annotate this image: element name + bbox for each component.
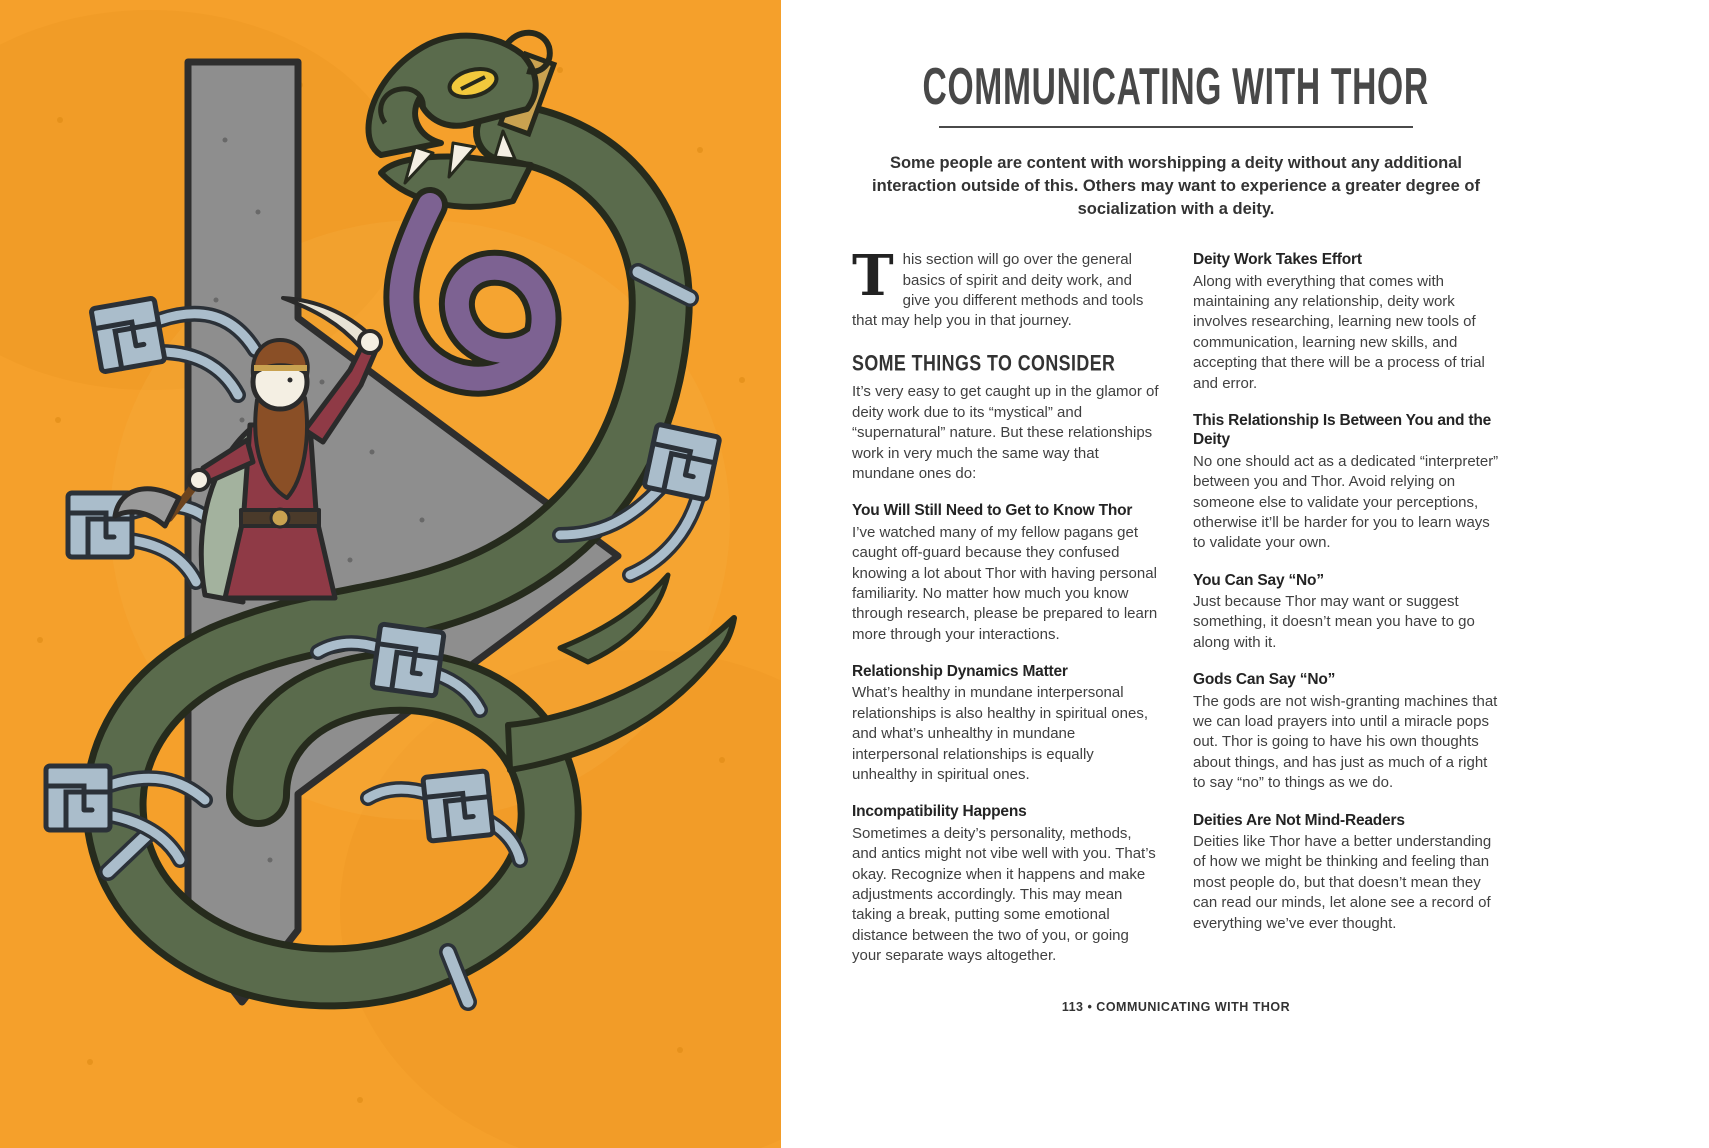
dropcap: T [852,243,894,310]
subsection-body: Sometimes a deity’s personality, methods, and antics might not vibe well with you. That’s okay. Recognize when it happens and make adjustments accordingly. This may mean taking a break, putting some emotional distance between the two of you, or going your separate ways altogether. [852,824,1156,965]
illustration-page [0,0,781,1148]
subsection-body: No one should act as a dedicated “interpreter” between you and Thor. Avoid relying on someone else to validate your perceptions, otherwise it’ll be harder for you to learn ways to validate your own. [1193,452,1499,552]
opening-text: his section will go over the general basics of spirit and deity work, and give you different methods and tools that may help you in that journey. [852,251,1144,330]
subsection-body: Just because Thor may want or suggest something, it doesn’t mean you have to go along with it. [1193,593,1475,651]
subsection [1193,811,1500,934]
subsection [1193,571,1500,654]
raised-hand [359,331,381,353]
opening-paragraph [852,243,1159,332]
page-title: COMMUNICATING WITH THOR [922,58,1430,117]
page-footer: 113 • COMMUNICATING WITH THOR [1061,1000,1291,1014]
subsection-body: Deities like Thor have a better understanding of how we might be thinking and feeling than most people do, but that doesn’t mean they can read our minds, let alone see a record of everything we’ve ever thought. [1193,832,1492,932]
axe-hand [189,470,209,490]
intro-paragraph: Some people are content with worshipping a deity without any additional interaction outside of this. Others may want to experience a greater degree of socialization with a deity. [872,154,1480,218]
text-page [781,0,1709,1148]
subsection-heading: Incompatibility Happens [852,803,1027,821]
page-content [781,0,1571,1014]
subsection [1193,670,1500,793]
section-heading: SOME THINGS TO CONSIDER [852,351,1116,376]
subsection [1193,250,1500,394]
subsection-heading: Relationship Dynamics Matter [852,663,1068,681]
subsection-heading: You Can Say “No” [1193,571,1324,589]
rune-serpent-illustration [0,0,781,1148]
right-column [1193,250,1500,966]
subsection [852,802,1159,966]
subsection-heading: Deity Work Takes Effort [1193,251,1362,269]
subsection-body: Along with everything that comes with maintaining any relationship, deity work involves researching, learning new tools of communication, learning new skills, and accepting that there will be a process of trial and error. [1193,272,1485,392]
belt-buckle [271,509,289,527]
subsection [852,501,1159,645]
subsection-heading: Deities Are Not Mind-Readers [1193,811,1405,829]
subsection-body: What’s healthy in mundane interpersonal relationships is also healthy in spiritual ones, and what’s unhealthy in mundane interpersonal relationships is equally unhealthy in spiritual ones. [852,684,1148,784]
subsection-heading: Gods Can Say “No” [1193,671,1336,689]
skirt [225,520,335,598]
subsection-heading: This Relationship Is Between You and the Deity [1193,412,1492,449]
subsection-body: The gods are not wish-granting machines that we can load prayers into until a miracle pops out. Thor is going to have his own thoughts about things, and has just as much of a right to say “no” to things as we do. [1193,692,1498,792]
subsection [1193,411,1500,554]
subsection-body: I’ve watched many of my fellow pagans get caught off-guard because they confused knowing a lot about Thor with having personal familiarity. No matter how much you know through research, please be prepared to learn more through your interactions. [852,523,1158,643]
subsection-heading: You Will Still Need to Get to Know Thor [852,502,1133,520]
title-underline [939,126,1413,128]
text-columns [852,243,1500,966]
subsection [852,662,1159,785]
left-column [852,243,1159,966]
section-intro: It’s very easy to get caught up in the glamor of deity work due to its “mystical” and “supernatural” nature. But these relationships work in very much the same way that mundane ones do: [852,383,1159,482]
eye [288,378,293,383]
